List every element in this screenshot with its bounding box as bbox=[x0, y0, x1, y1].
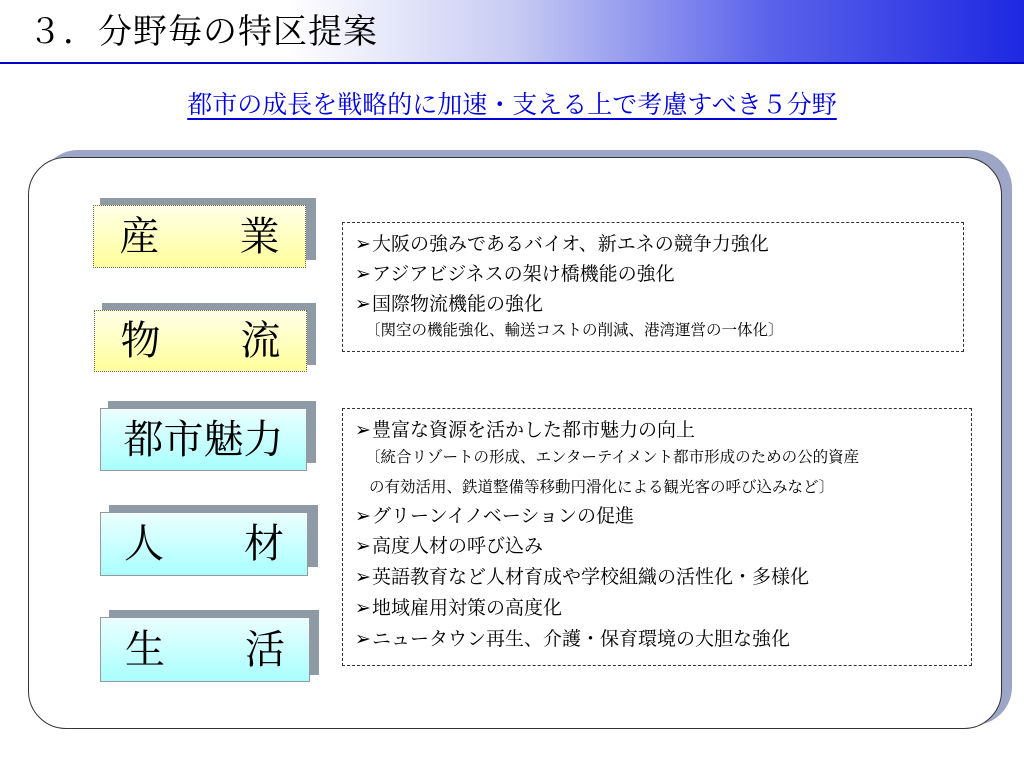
list-item-text: 大阪の強みであるバイオ、新エネの競争力強化 bbox=[372, 233, 769, 255]
right-arrowhead-icon: ➢ bbox=[355, 505, 371, 527]
right-arrowhead-icon: ➢ bbox=[355, 535, 371, 557]
list-item bbox=[355, 596, 562, 620]
right-arrowhead-icon: ➢ bbox=[355, 263, 371, 285]
proposal-box-industry-logistics bbox=[342, 222, 964, 352]
list-note: 〔関空の機能強化、輸送コストの削減、港湾運営の一体化〕 bbox=[365, 321, 784, 339]
category-industry: 産 業 bbox=[93, 205, 306, 268]
category-urban-appeal: 都市魅力 bbox=[100, 408, 307, 471]
right-arrowhead-icon: ➢ bbox=[355, 566, 371, 588]
right-arrowhead-icon: ➢ bbox=[355, 419, 371, 441]
list-note: の有効活用、鉄道整備等移動円滑化による観光客の呼び込みなど〕 bbox=[369, 478, 835, 496]
list-item-text: 国際物流機能の強化 bbox=[372, 293, 544, 315]
list-item-text: グリーンイノベーションの促進 bbox=[372, 505, 635, 527]
list-item bbox=[355, 627, 790, 651]
list-item-text: 高度人材の呼び込み bbox=[372, 535, 544, 557]
list-item-text: 地域雇用対策の高度化 bbox=[372, 597, 563, 619]
slide-subtitle: 都市の成長を戦略的に加速・支える上で考慮すべき５分野 bbox=[187, 90, 837, 119]
category-living: 生 活 bbox=[100, 617, 310, 682]
list-item bbox=[355, 262, 675, 286]
category-logistics: 物 流 bbox=[94, 310, 307, 372]
right-arrowhead-icon: ➢ bbox=[355, 233, 371, 255]
list-item-text: 英語教育など人材育成や学校組織の活性化・多様化 bbox=[372, 566, 810, 588]
right-arrowhead-icon: ➢ bbox=[355, 628, 371, 650]
list-item bbox=[355, 565, 809, 589]
title-underline bbox=[0, 62, 1024, 64]
list-item-text: 豊富な資源を活かした都市魅力の向上 bbox=[372, 419, 696, 441]
list-item bbox=[355, 232, 769, 256]
list-item bbox=[355, 418, 695, 442]
proposal-box-urban-people-living bbox=[342, 408, 972, 666]
list-item bbox=[355, 292, 543, 316]
list-item-text: ニュータウン再生、介護・保育環境の大胆な強化 bbox=[372, 628, 791, 650]
category-human-resources: 人 材 bbox=[100, 512, 308, 576]
slide-title: ３．分野毎の特区提案 bbox=[28, 12, 378, 52]
list-note: 〔統合リゾートの形成、エンターテイメント都市形成のための公的資産 bbox=[365, 448, 860, 466]
right-arrowhead-icon: ➢ bbox=[355, 293, 371, 315]
list-item bbox=[355, 534, 543, 558]
list-item-text: アジアビジネスの架け橋機能の強化 bbox=[372, 263, 675, 285]
right-arrowhead-icon: ➢ bbox=[355, 597, 371, 619]
title-bar bbox=[0, 0, 1024, 64]
list-item bbox=[355, 504, 634, 528]
